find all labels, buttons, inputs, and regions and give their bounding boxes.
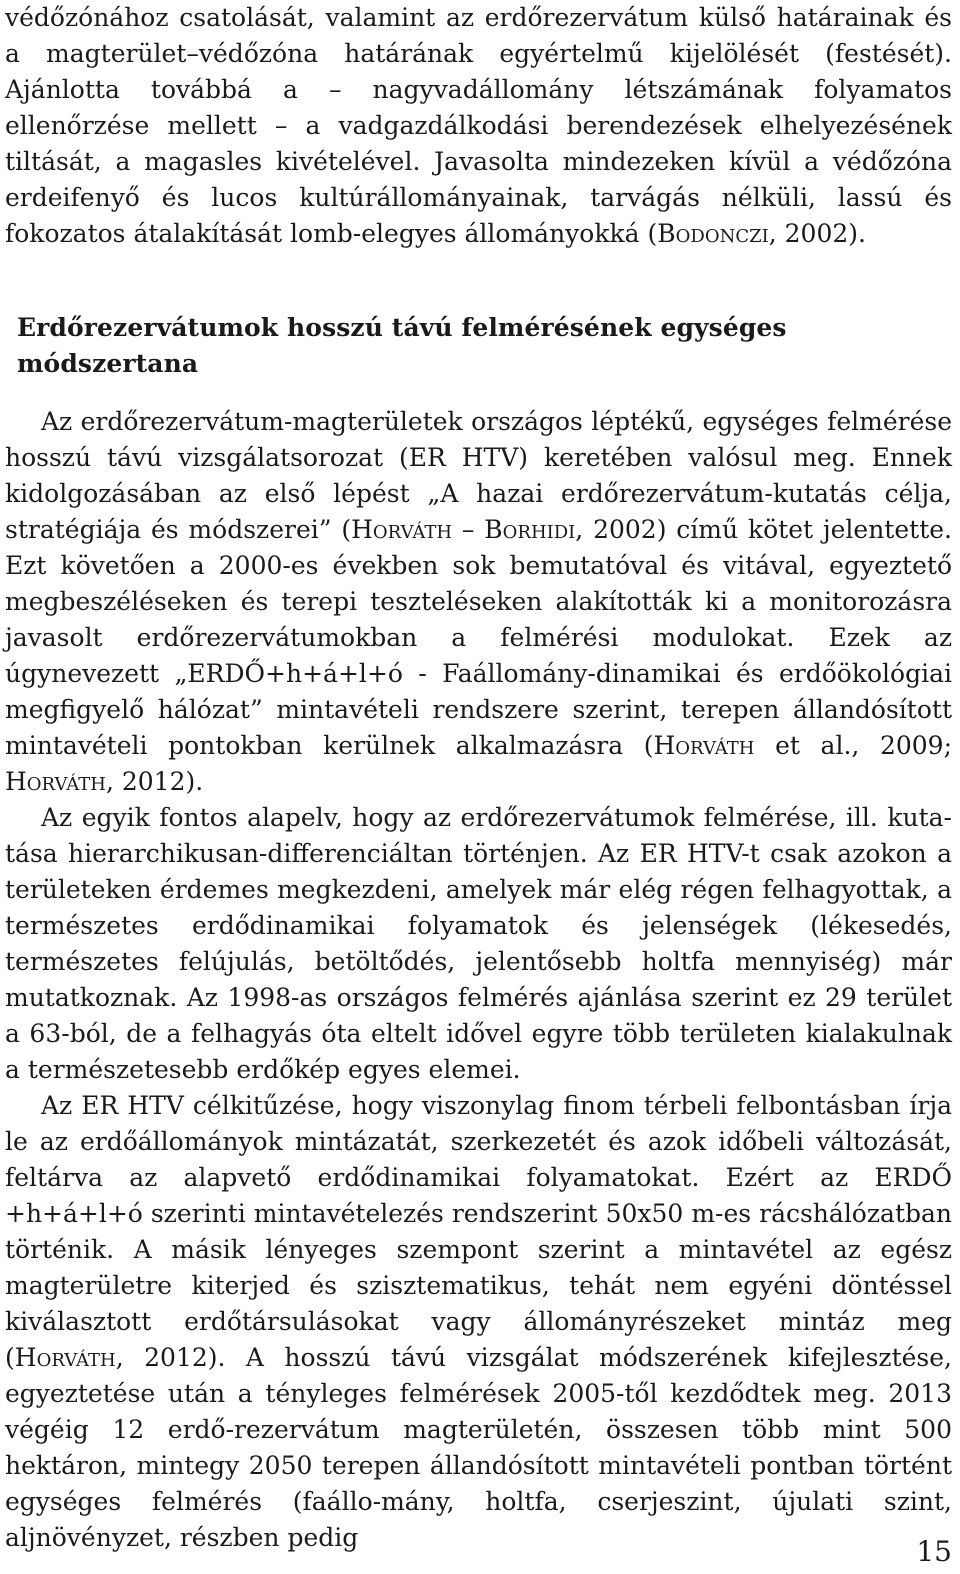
citation-author: Horváth: [351, 515, 453, 544]
paragraph-text: Az ER HTV célkitűzése, hogy viszonylag finom térbeli felbontásban írja le az erdőállományok mintázatát, szerkezetét és azok időbeli változását, feltárva az alapvető erdődinamikai folyamatokat. Ezért az ERDŐ +h+á+l+ó szerinti mintavételezés rendszerint 50x50 m-es rácshálózatban történik. A másik lényeges szempont szerint a mintavétel az egész magterületre kiterjed és szisztematikus, tehát nem egyéni döntéssel kiválasztott erdőtársulásokat vagy állományrészeket mintáz meg (: [5, 1091, 952, 1372]
citation-author: Horváth: [653, 731, 755, 760]
intro-paragraph-text: védőzónához csatolását, valamint az erdőrezervátum külső határainak és a magterület–védőzóna határának egyértelmű kijelölését (festését). Ajánlotta továbbá a – nagyvadállomány létszámának folyamatos ellenőrzése mellett – a vadgazdálkodási berendezések elhelyezésének tiltását, a magasles kivételével. Javasolta mindezeken kívül a védőzóna erdeifenyő és lucos kultúrállományainak, tarvágás nélküli, lassú és fokozatos átalakítását lomb-elegyes állományokká (: [5, 3, 952, 248]
body-paragraph-3: [5, 1088, 952, 1556]
paragraph-text: , 2012).: [105, 767, 204, 796]
paragraph-text: Az erdőrezervátum-magterületek országos léptékű, egységes felmérése hosszú távú vizsgálatsorozat (ER HTV) keretében valósul meg. Ennek kidolgozásában az első lépést „A hazai erdőrezervátum-kutatás célja, stratégiája és módszerei” (: [5, 407, 952, 544]
body-paragraph-1: [5, 404, 952, 800]
citation-author: Borhidi: [484, 515, 576, 544]
citation-author: Horváth: [5, 767, 106, 796]
paragraph-text: et al., 2009;: [754, 731, 952, 760]
citation-year: , 2002).: [768, 219, 866, 248]
citation-author: Bodonczi: [657, 219, 769, 248]
section-heading: Erdőrezervátumok hosszú távú felmérésének egységes módszertana: [17, 313, 787, 378]
citation-separator: –: [452, 515, 485, 544]
document-page: [5, 0, 952, 1556]
paragraph-text: , 2002) című kötet jelentette. Ezt követően a 2000-es években sok bemutatóval és vitával, egyeztető megbeszéléseken és terepi teszteléseken alakították ki a monitorozásra javasolt erdőrezervátumokban a felmérési modulokat. Ezek az úgynevezett „ERDŐ+h+á+l+ó - Faállomány-dinamikai és erdőökológiai megfigyelő hálózat” mintavételi rendszere szerint, terepen állandósított mintavételi pontokban kerülnek alkalmazásra (: [5, 515, 952, 760]
intro-paragraph: [5, 0, 952, 252]
paragraph-text: , 2012). A hosszú távú vizsgálat módszerének kifejlesztése, egyeztetése után a tényleges felmérések 2005-től kezdődtek meg. 2013 végéig 12 erdő-rezervátum magterületén, összesen több mint 500 hektáron, mintegy 2050 terepen állandósított mintavételi pontban történt egységes felmérés (faállo-mány, holtfa, cserjeszint, újulati szint, aljnövényzet, részben pedig: [5, 1343, 952, 1552]
citation-author: Horváth: [14, 1343, 116, 1372]
body-paragraph-2: Az egyik fontos alapelv, hogy az erdőrezervátumok felmérése, ill. kuta-tása hierarchikusan-differenciáltan történjen. Az ER HTV-t csak azokon a területeken érdemes megkezdeni, amelyek már elég régen felhagyottak, a természetes erdődinamikai folyamatok és jelenségek (lékesedés, természetes felújulás, betöltődés, jelentősebb holtfa mennyiség) már mutatkoznak. Az 1998-as országos felmérés ajánlása szerint ez 29 terület a 63-ból, de a felhagyás óta eltelt idővel egyre több területen kialakulnak a természetesebb erdőkép egyes elemei.: [5, 803, 952, 1084]
section-body: [5, 404, 952, 1556]
page-number: 15: [916, 1535, 952, 1568]
